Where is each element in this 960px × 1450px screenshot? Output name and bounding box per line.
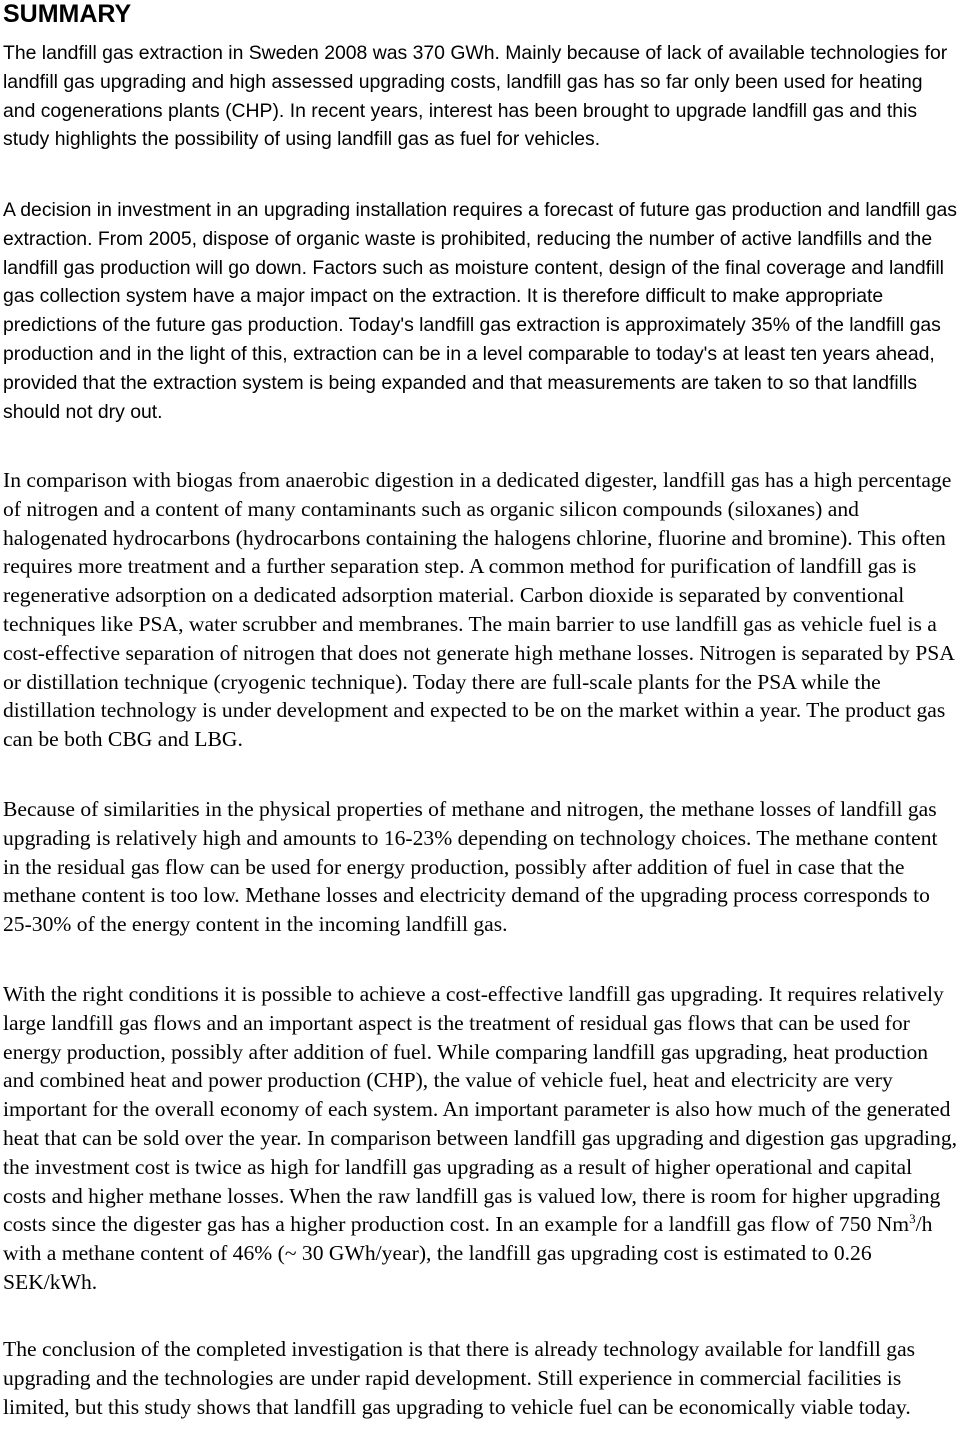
paragraph-methane-losses: Because of similarities in the physical properties of methane and nitrogen, the methane losses of landfill gas upgrading is relatively high and amounts to 16-23% depending on technology choices. The methane content in the residual gas flow can be used for energy production, possibly after addition of fuel in case that the methane content is too low. Methane losses and electricity demand of the upgrading process corresponds to 25-30% of the energy content in the incoming landfill gas. [3, 797, 938, 937]
document-page [3, 0, 958, 1419]
superscript-cubed: 3 [909, 1211, 916, 1227]
summary-heading: SUMMARY [3, 0, 132, 28]
paragraph-conclusion: The conclusion of the completed investigation is that there is already technology available for landfill gas upgrading and the technologies are under rapid development. Still experience in commercial facilities is limited, but this study shows that landfill gas upgrading to vehicle fuel can be economically viable today. [3, 1337, 916, 1419]
paragraph-cost-effective-upgrading [3, 980, 958, 1297]
paragraph-cost-text-a: With the right conditions it is possible to achieve a cost-effective landfill gas upgrading. It requires relatively large landfill gas flows and an important aspect is the treatment of residual gas flows that can be used for energy production, possibly after addition of fuel. While comparing landfill gas upgrading, heat production and combined heat and power production (CHP), the value of vehicle fuel, heat and electricity are very important for the overall economy of each system. An important parameter is also how much of the generated heat that can be sold over the year. In comparison between landfill gas upgrading and digestion gas upgrading, the investment cost is twice as high for landfill gas upgrading as a result of higher operational and capital costs and higher methane losses. When the raw landfill gas is valued low, there is room for higher upgrading costs since the digester gas has a higher production cost. In an example for a landfill gas flow of 750 Nm [3, 982, 958, 1237]
paragraph-cost-text-b: /h with a methane content of 46% (~ 30 GWh/year), the landfill gas upgrading cost is estimated to 0.26 SEK/kWh. [3, 1212, 933, 1294]
paragraph-comparison-biogas: In comparison with biogas from anaerobic digestion in a dedicated digester, landfill gas has a high percentage of nitrogen and a content of many contaminants such as organic silicon compounds (siloxanes) and halogenated hydrocarbons (hydrocarbons containing the halogens chlorine, fluorine and bromine). This often requires more treatment and a further separation step. A common method for purification of landfill gas is regenerative adsorption on a dedicated adsorption material. Carbon dioxide is separated by conventional techniques like PSA, water scrubber and membranes. The main barrier to use landfill gas as vehicle fuel is a cost-effective separation of nitrogen that does not generate high methane losses. Nitrogen is separated by PSA or distillation technique (cryogenic technique). Today there are full-scale plants for the PSA while the distillation technology is under development and expected to be on the market within a year. The product gas can be both CBG and LBG. [3, 468, 954, 752]
paragraph-landfill-extraction: The landfill gas extraction in Sweden 2008 was 370 GWh. Mainly because of lack of available technologies for landfill gas upgrading and high assessed upgrading costs, landfill gas has so far only been used for heating and cogenerations plants (CHP). In recent years, interest has been brought to upgrade landfill gas and this study highlights the possibility of using landfill gas as fuel for vehicles. [3, 42, 948, 151]
paragraph-investment-forecast: A decision in investment in an upgrading installation requires a forecast of future gas production and landfill gas extraction. From 2005, dispose of organic waste is prohibited, reducing the number of active landfills and the landfill gas production will go down. Factors such as moisture content, design of the final coverage and landfill gas collection system have a major impact on the extraction. It is therefore difficult to make appropriate predictions of the future gas production. Today's landfill gas extraction is approximately 35% of the landfill gas production and in the light of this, extraction can be in a level comparable to today's at least ten years ahead, provided that the extraction system is being expanded and that measurements are taken to so that landfills should not dry out. [3, 199, 957, 423]
